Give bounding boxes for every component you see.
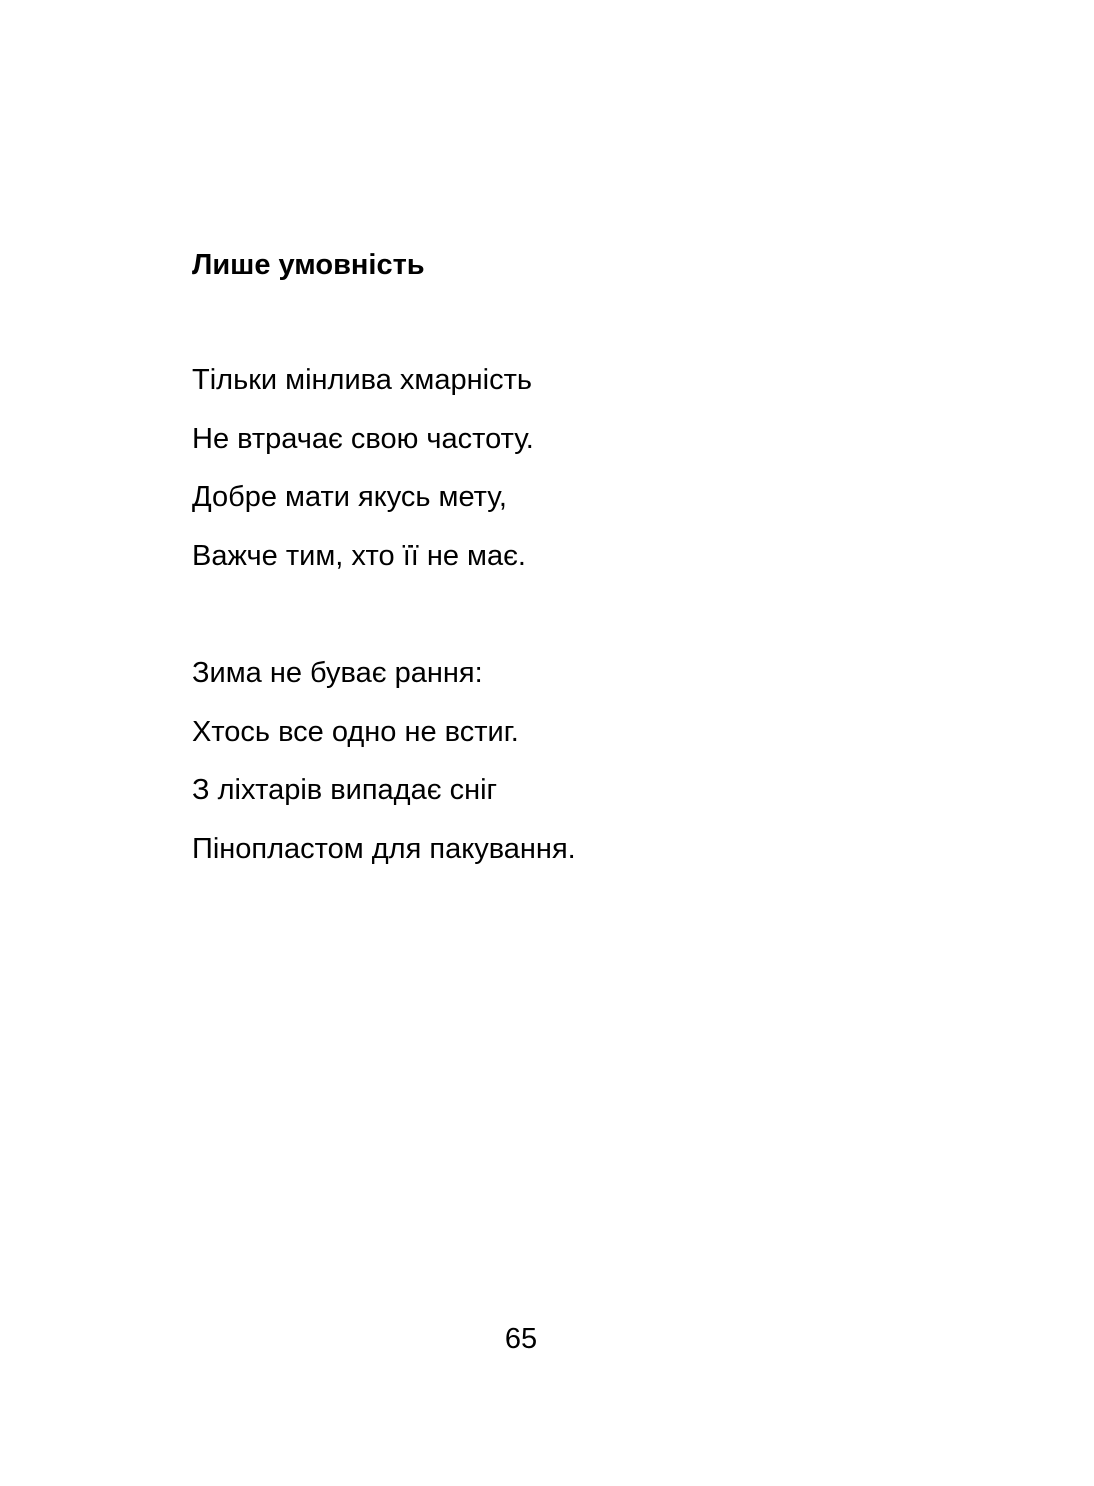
- poem-title: Лише умовність: [192, 249, 425, 281]
- poem-line: Зима не буває рання:: [192, 657, 483, 689]
- poem-line: Пінопластом для пакування.: [192, 832, 576, 865]
- poem-line: Важче тим, хто її не має.: [192, 539, 526, 572]
- poem-line: Тільки мінлива хмарність: [192, 364, 532, 396]
- poem-line: З ліхтарів випадає сніг: [192, 774, 498, 806]
- poem-line: Добре мати якусь мету,: [192, 481, 507, 513]
- stanza-1: [192, 362, 534, 574]
- page-number: 65: [504, 1323, 538, 1355]
- poem-line: Хтось все одно не встиг.: [192, 715, 519, 748]
- poem-line: Не втрачає свою частоту.: [192, 422, 534, 455]
- stanza-2: [192, 655, 576, 867]
